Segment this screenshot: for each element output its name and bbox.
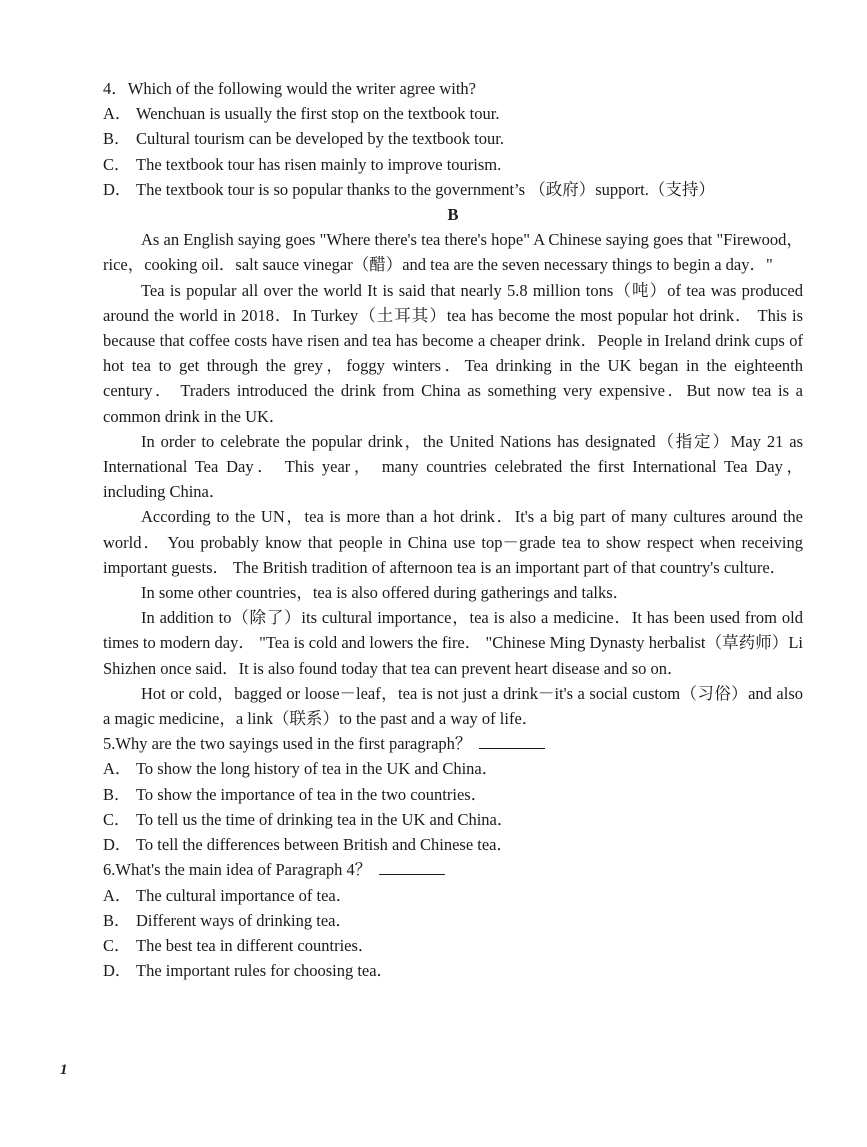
option-letter: D． — [103, 835, 132, 855]
question-5-stem — [103, 731, 803, 756]
question-5-option-c — [103, 807, 803, 832]
section-heading: B — [447, 205, 459, 225]
option-letter: A． — [103, 104, 132, 124]
question-5-option-b — [103, 782, 803, 807]
option-text: The textbook tour is so popular thanks to the government’s （政府）support.（支持） — [136, 179, 715, 199]
option-text: To tell us the time of drinking tea in the UK and China． — [136, 809, 514, 829]
question-6-option-b — [103, 908, 803, 933]
answer-blank[interactable] — [479, 732, 545, 749]
option-text: To tell the differences between British and Chinese tea． — [136, 835, 514, 855]
passage-paragraph-5: In some other countries，tea is also offered during gatherings and talks． — [141, 583, 630, 603]
option-letter: C． — [103, 935, 131, 955]
question-5-option-a — [103, 756, 803, 781]
option-letter: D． — [103, 179, 132, 199]
option-letter: C． — [103, 809, 131, 829]
passage-paragraph-7: Hot or cold，bagged or loose－leaf，tea is not just a drink－it's a social custom（习俗）and also a magic medicine，a link（联系）to the past and a way of life． — [103, 683, 803, 729]
question-4-option-b — [103, 126, 803, 151]
option-text: To show the long history of tea in the UK and China． — [136, 759, 499, 779]
option-letter: B． — [103, 910, 131, 930]
option-text: The best tea in different countries． — [136, 935, 375, 955]
page-number: 1 — [60, 1062, 68, 1078]
passage-paragraph-3: In order to celebrate the popular drink，the United Nations has designated（指定）May 21 as International Tea Day． This year， many countries celebrated the first International Tea Day，including China． — [103, 431, 803, 502]
option-letter: B． — [103, 129, 131, 149]
option-letter: A． — [103, 885, 132, 905]
option-text: To show the importance of tea in the two countries． — [136, 784, 488, 804]
passage-paragraph-6: In addition to（除了）its cultural importance，tea is also a medicine．It has been used from old times to modern day． "Tea is cold and lowers the fire． "Chinese Ming Dynasty herbalist（草药师）Li Shizhen once said．It is also found today that tea can prevent heart disease and so on． — [103, 608, 803, 678]
option-letter: D． — [103, 961, 132, 981]
passage-paragraph-4: According to the UN，tea is more than a hot drink．It's a big part of many cultures around the world． You probably know that people in China use top－grade tea to show respect when receiving important guests． The British tradition of afternoon tea is an important part of that country's culture． — [103, 507, 803, 577]
question-4-stem: 4．Which of the following would the writer agree with? — [103, 79, 476, 98]
passage-paragraph-1: As an English saying goes "Where there's tea there's hope" A Chinese saying goes that "Firewood，rice，cooking oil．salt sauce vinegar（醋）and tea are the seven necessary things to begin a day．" — [103, 230, 803, 275]
question-6-stem — [103, 857, 803, 882]
question-5-text: 5.Why are the two sayings used in the first paragraph？ — [103, 734, 472, 754]
question-6-option-a — [103, 883, 803, 908]
question-4-option-d — [103, 177, 803, 202]
option-text: Cultural tourism can be developed by the textbook tour. — [136, 129, 504, 149]
option-letter: C． — [103, 154, 131, 174]
answer-blank[interactable] — [379, 858, 445, 875]
question-6-option-c — [103, 933, 803, 958]
question-4-option-c — [103, 152, 803, 177]
option-letter: B． — [103, 784, 131, 804]
passage-paragraph-2: Tea is popular all over the world It is said that nearly 5.8 million tons（吨）of tea was produced around the world in 2018．In Turkey（土耳其）tea has become the most popular hot drink． This is because that coffee costs have risen and tea has become a cheaper drink．People in Ireland drink cups of hot tea to get through the grey，foggy winters．Tea drinking in the UK began in the eighteenth century． Traders introduced the drink from China as something very expensive．But now tea is a common drink in the UK． — [103, 280, 803, 426]
option-text: The textbook tour has risen mainly to improve tourism. — [136, 154, 502, 174]
question-6-text: 6.What's the main idea of Paragraph 4？ — [103, 860, 372, 880]
document-page — [103, 76, 803, 983]
question-4-option-a — [103, 101, 803, 126]
question-5-option-d — [103, 832, 803, 857]
option-text: The cultural importance of tea． — [136, 885, 353, 905]
option-text: Wenchuan is usually the first stop on the textbook tour. — [136, 104, 500, 124]
option-text: Different ways of drinking tea． — [136, 910, 352, 930]
question-6-option-d — [103, 958, 803, 983]
option-letter: A． — [103, 759, 132, 779]
option-text: The important rules for choosing tea． — [136, 961, 394, 981]
